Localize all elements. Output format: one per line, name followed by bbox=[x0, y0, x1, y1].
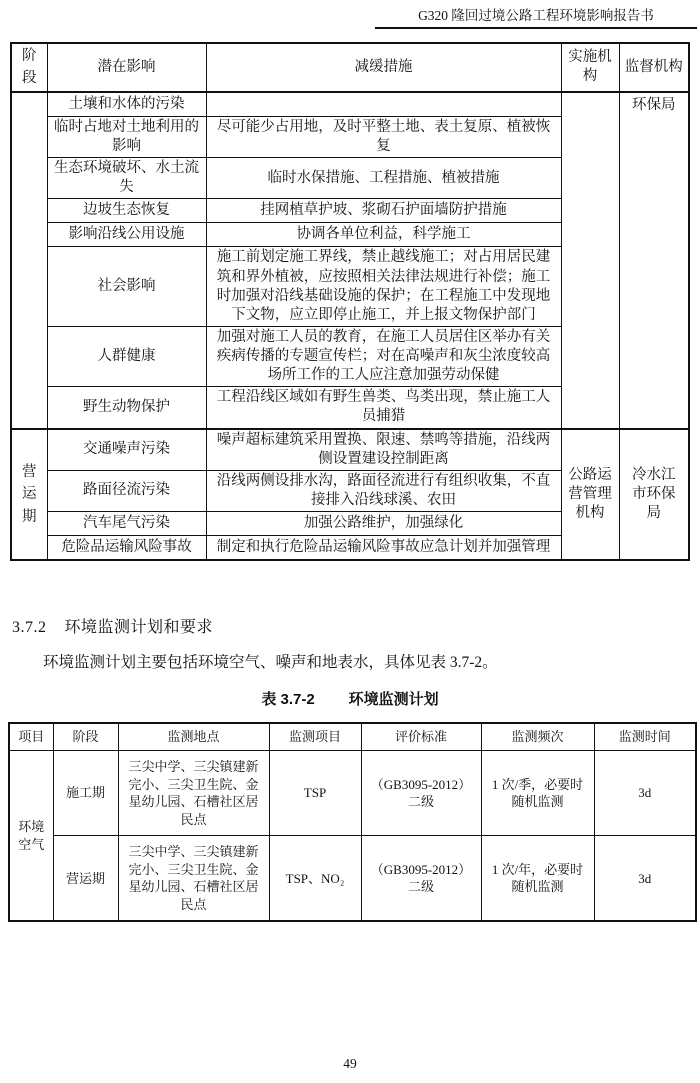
impact-cell: 交通噪声污染 bbox=[47, 429, 206, 471]
impact-cell: 土壤和水体的污染 bbox=[47, 92, 206, 117]
body-paragraph: 环境监测计划主要包括环境空气、噪声和地表水，具体见表 3.7‐2。 bbox=[43, 654, 498, 671]
mitigation-table-header-row bbox=[11, 43, 689, 92]
section-title: 环境监测计划和要求 bbox=[64, 619, 214, 636]
standard-cell: （GB3095-2012）二级 bbox=[361, 751, 481, 836]
measures-cell: 施工前划定施工界线，禁止越线施工；对占用居民建筑和界外植被，应按照相关法律法规进行补偿；施工时加强对沿线基础设施的保护；在工程施工中发现地下文物，应立即停止施工，并上报文物保护部门 bbox=[206, 247, 561, 327]
table-row bbox=[9, 751, 696, 836]
measures-cell: 挂网植草护坡、浆砌石护面墙防护措施 bbox=[206, 199, 561, 223]
header-duration: 监测时间 bbox=[594, 723, 696, 751]
header-impact: 潜在影响 bbox=[47, 43, 206, 92]
measures-cell: 噪声超标建筑采用置换、限速、禁鸣等措施，沿线两侧设置建设控制距离 bbox=[206, 429, 561, 471]
monitoring-table-header-row bbox=[9, 723, 696, 751]
phase-cell: 施工期 bbox=[53, 751, 118, 836]
mitigation-table bbox=[10, 42, 690, 561]
header-item: 项目 bbox=[9, 723, 53, 751]
impact-cell: 生态环境破坏、水土流失 bbox=[47, 158, 206, 199]
monitoring-table bbox=[8, 722, 697, 922]
header-frequency: 监测频次 bbox=[481, 723, 594, 751]
measures-cell: 尽可能少占用地，及时平整土地、表土复原、植被恢复 bbox=[206, 116, 561, 157]
report-title: G320 隆回过境公路工程环境影响报告书 bbox=[375, 4, 697, 29]
header-parameter: 监测项目 bbox=[269, 723, 361, 751]
impact-cell: 汽车尾气污染 bbox=[47, 512, 206, 536]
monitoring-table-caption bbox=[0, 688, 700, 709]
impact-cell: 临时占地对土地利用的影响 bbox=[47, 116, 206, 157]
impact-cell: 社会影响 bbox=[47, 247, 206, 327]
measures-cell: 临时水保措施、工程措施、植被措施 bbox=[206, 158, 561, 199]
measures-cell bbox=[206, 92, 561, 117]
location-cell: 三尖中学、三尖镇建新完小、三尖卫生院、金星幼儿园、石槽社区居民点 bbox=[118, 836, 269, 922]
measures-cell: 加强对施工人员的教育，在施工人员居住区举办有关疾病传播的专题宣传栏；对在高噪声和灰尘浓度较高场所工作的工人应注意加强劳动保健 bbox=[206, 326, 561, 386]
frequency-cell: 1 次/季，必要时随机监测 bbox=[481, 751, 594, 836]
header-phase: 阶段 bbox=[53, 723, 118, 751]
frequency-cell: 1 次/年，必要时随机监测 bbox=[481, 836, 594, 922]
running-header bbox=[0, 4, 700, 29]
impact-cell: 边坡生态恢复 bbox=[47, 199, 206, 223]
section-number: 3.7.2 bbox=[12, 619, 47, 636]
measures-cell: 工程沿线区域如有野生兽类、鸟类出现，禁止施工人员捕猎 bbox=[206, 387, 561, 429]
standard-cell: （GB3095-2012）二级 bbox=[361, 836, 481, 922]
implementer-cell-construction bbox=[561, 92, 619, 429]
caption-title: 环境监测计划 bbox=[348, 691, 439, 708]
page-number: 49 bbox=[343, 1056, 357, 1071]
impact-cell: 路面径流污染 bbox=[47, 470, 206, 511]
item-cell: 环境空气 bbox=[9, 751, 53, 922]
table-row bbox=[11, 429, 689, 471]
parameter-cell: TSP、NO₂ bbox=[269, 836, 361, 922]
parameter-cell: TSP bbox=[269, 751, 361, 836]
impact-cell: 影响沿线公用设施 bbox=[47, 223, 206, 247]
header-implementer: 实施机构 bbox=[561, 43, 619, 92]
caption-label: 表 3.7‐2 bbox=[261, 691, 315, 708]
duration-cell: 3d bbox=[594, 751, 696, 836]
header-location: 监测地点 bbox=[118, 723, 269, 751]
table-row bbox=[11, 92, 689, 117]
measures-cell: 加强公路维护，加强绿化 bbox=[206, 512, 561, 536]
supervisor-cell-construction: 环保局 bbox=[619, 92, 689, 429]
measures-cell: 沿线两侧设排水沟，路面径流进行有组织收集，不直接排入沿线球溪、农田 bbox=[206, 470, 561, 511]
location-cell: 三尖中学、三尖镇建新完小、三尖卫生院、金星幼儿园、石槽社区居民点 bbox=[118, 751, 269, 836]
stage-cell-operation: 营运期 bbox=[11, 429, 47, 561]
header-supervisor: 监督机构 bbox=[619, 43, 689, 92]
header-measures: 减缓措施 bbox=[206, 43, 561, 92]
header-standard: 评价标准 bbox=[361, 723, 481, 751]
header-stage: 阶段 bbox=[11, 43, 47, 92]
table-row bbox=[9, 836, 696, 922]
measures-cell: 制定和执行危险品运输风险事故应急计划并加强管理 bbox=[206, 536, 561, 561]
implementer-cell-operation: 公路运营管理机构 bbox=[561, 429, 619, 561]
stage-cell-construction bbox=[11, 92, 47, 429]
duration-cell: 3d bbox=[594, 836, 696, 922]
section-heading bbox=[12, 614, 688, 637]
supervisor-cell-operation: 冷水江市环保局 bbox=[619, 429, 689, 561]
measures-cell: 协调各单位利益，科学施工 bbox=[206, 223, 561, 247]
impact-cell: 野生动物保护 bbox=[47, 387, 206, 429]
phase-cell: 营运期 bbox=[53, 836, 118, 922]
impact-cell: 人群健康 bbox=[47, 326, 206, 386]
impact-cell: 危险品运输风险事故 bbox=[47, 536, 206, 561]
